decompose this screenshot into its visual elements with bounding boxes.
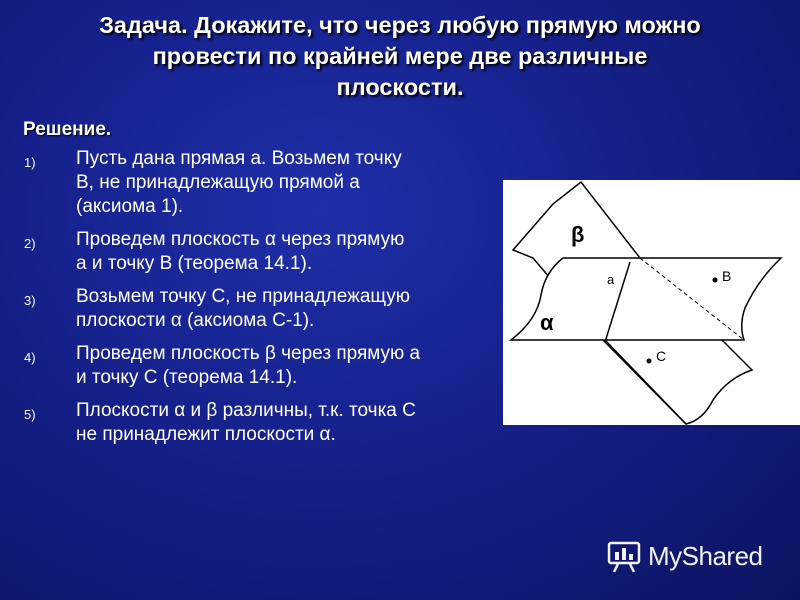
title-line-3: плоскости. [336,74,464,100]
step-text-line: не принадлежит плоскости α. [76,424,336,445]
step-number: 4) [24,350,36,365]
label-line-a: a [607,272,615,287]
step-text-line: В, не принадлежащую прямой а [76,172,360,193]
plane-beta-lower-edge [605,340,686,424]
step-number: 5) [24,407,36,422]
solution-label: Решение. [23,119,112,140]
step-text-line: и точку С (теорема 14.1). [76,367,298,388]
title-line-2: провести по крайней мере две различные [152,43,648,69]
step-number: 2) [24,236,36,251]
planes-diagram [503,180,800,425]
watermark-text: MyShared [648,540,763,571]
presentation-icon [606,538,642,574]
watermark-logo [606,536,763,576]
step-text-line: Проведем плоскость β через прямую а [76,343,421,364]
point-c [647,359,652,364]
step-text-line: (аксиома 1). [76,196,184,217]
label-beta: β [571,222,585,247]
step-text-line: плоскости α (аксиома С-1). [76,310,315,331]
step-text-line: Пусть дана прямая а. Возьмем точку [76,148,402,169]
step-2 [22,228,492,276]
solution-steps [22,147,492,456]
label-point-c: C [656,348,667,364]
title-line-1: Задача. Докажите, что через любую прямую можно [99,12,701,38]
step-number: 3) [24,293,36,308]
step-5 [22,399,492,447]
step-text-line: а и точку В (теорема 14.1). [76,253,313,274]
planes-diagram-svg [503,180,800,425]
step-3 [22,285,492,333]
slide-title [0,10,800,103]
step-text-line: Возьмем точку С, не принадлежащую [76,286,410,307]
step-1 [22,147,492,219]
label-alpha: α [540,310,554,335]
step-number: 1) [24,155,36,170]
label-point-b: B [722,268,732,284]
step-4 [22,342,492,390]
step-text-line: Проведем плоскость α через прямую [76,229,405,250]
step-text-line: Плоскости α и β различны, т.к. точка С [76,400,416,421]
point-b [713,278,718,283]
